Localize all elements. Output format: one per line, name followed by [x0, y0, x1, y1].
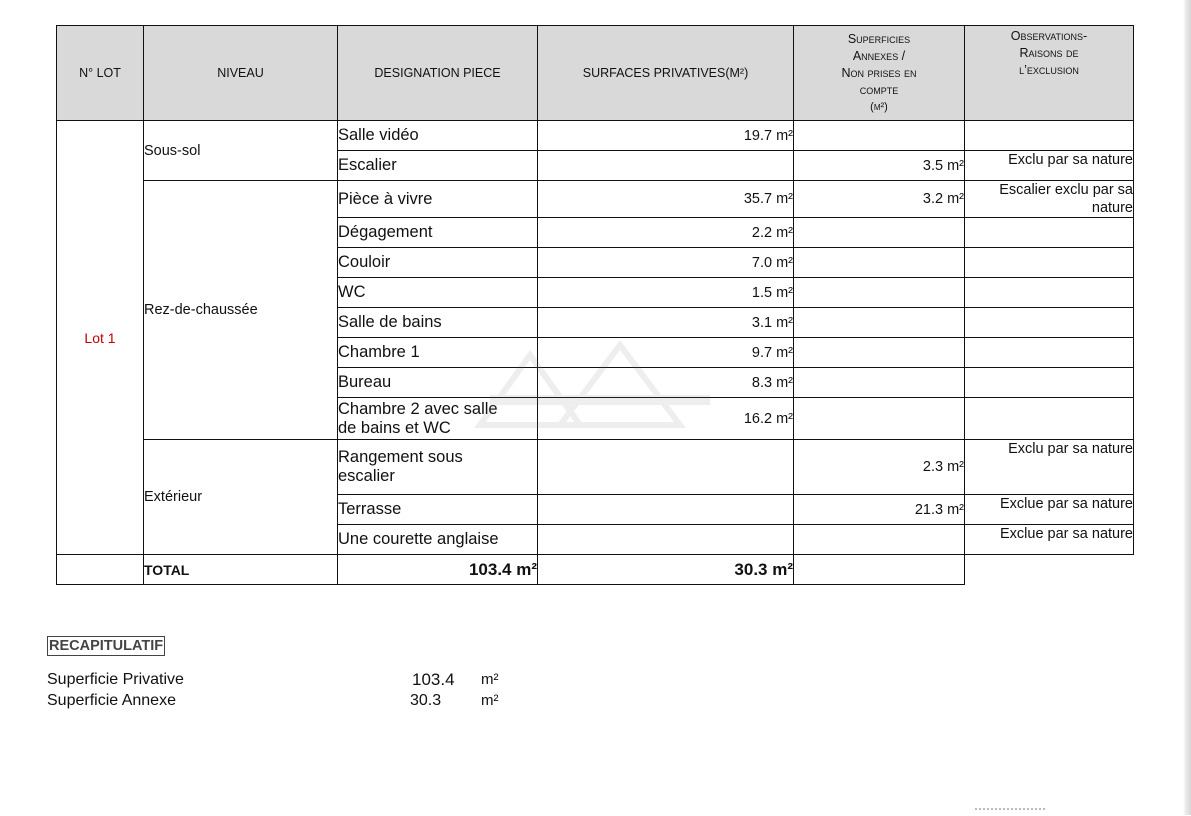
annexe-value: 2.3 m² — [794, 440, 965, 495]
piece-name: Dégagement — [338, 218, 538, 248]
total-annexe: 30.3 m² — [538, 555, 794, 585]
piece-name: Couloir — [338, 248, 538, 278]
piece-name: Une courette anglaise — [338, 525, 538, 555]
header-annexes-line4: compte — [859, 82, 899, 97]
observation: Exclu par sa nature — [965, 440, 1134, 495]
privative-value — [538, 495, 794, 525]
table-header-row — [57, 26, 1134, 121]
annexe-value — [794, 218, 965, 248]
header-designation: DESIGNATION PIECE — [338, 26, 538, 121]
annexe-value — [794, 278, 965, 308]
table-row — [57, 440, 1134, 495]
header-niveau: NIVEAU — [144, 26, 338, 121]
observation-line2: nature — [1091, 200, 1133, 216]
header-annexes — [794, 26, 965, 121]
observation: Exclu par sa nature — [965, 151, 1134, 181]
total-row — [57, 555, 1134, 585]
header-annexes-line5: (m²) — [870, 100, 888, 113]
annexe-value — [794, 248, 965, 278]
privative-value: 16.2 m² — [538, 398, 794, 440]
recap-privative-unit: m² — [481, 671, 499, 688]
piece-name: WC — [338, 278, 538, 308]
piece-name-line2: de bains et WC — [338, 418, 451, 437]
privative-value: 3.1 m² — [538, 308, 794, 338]
privative-value — [538, 525, 794, 555]
annexe-value — [794, 398, 965, 440]
table-row — [57, 121, 1134, 151]
header-obs-line2: Raisons de — [1019, 46, 1079, 60]
annexe-value: 3.5 m² — [794, 151, 965, 181]
privative-value — [538, 440, 794, 495]
header-annexes-line2: Annexes / — [852, 48, 906, 63]
piece-name-line2: escalier — [338, 467, 395, 485]
total-privative: 103.4 m² — [338, 555, 538, 585]
observation: Exclue par sa nature — [965, 495, 1134, 525]
privative-value: 9.7 m² — [538, 338, 794, 368]
header-obs-line1: Observations- — [1010, 29, 1088, 43]
piece-name: Terrasse — [338, 495, 538, 525]
recap-privative-value: 103.4 — [412, 670, 455, 689]
annexe-value: 21.3 m² — [794, 495, 965, 525]
header-observations — [965, 26, 1134, 121]
privative-value: 7.0 m² — [538, 248, 794, 278]
privative-value: 1.5 m² — [538, 278, 794, 308]
piece-name — [338, 398, 538, 440]
privative-value: 35.7 m² — [538, 181, 794, 218]
piece-name: Bureau — [338, 368, 538, 398]
observation — [965, 248, 1134, 278]
recap-title: RECAPITULATIF — [49, 638, 164, 654]
level-rdc: Rez-de-chaussée — [144, 181, 338, 440]
total-niveau-empty — [57, 555, 144, 585]
annexe-value — [794, 121, 965, 151]
observation: Exclue par sa nature — [965, 525, 1134, 555]
piece-name: Chambre 1 — [338, 338, 538, 368]
piece-name: Escalier — [338, 151, 538, 181]
recap-annexe-label: Superficie Annexe — [47, 692, 176, 709]
observation — [965, 181, 1134, 218]
privative-value: 19.7 m² — [538, 121, 794, 151]
annexe-value — [794, 525, 965, 555]
observation — [965, 308, 1134, 338]
annexe-value — [794, 338, 965, 368]
privative-value: 2.2 m² — [538, 218, 794, 248]
piece-name-line1: Rangement sous — [338, 448, 463, 466]
header-privatives: SURFACES PRIVATIVES(M²) — [538, 26, 794, 121]
recap-annexe-value: 30.3 — [410, 692, 442, 709]
total-observation-empty — [794, 555, 965, 585]
piece-name — [338, 440, 538, 495]
piece-name: Salle vidéo — [338, 121, 538, 151]
observation — [965, 338, 1134, 368]
header-lot: N° LOT — [57, 26, 144, 121]
recap-privative-label: Superficie Privative — [47, 671, 184, 688]
level-sous-sol: Sous-sol — [144, 121, 338, 181]
observation — [965, 368, 1134, 398]
recap-annexe-unit: m² — [481, 692, 499, 709]
annexe-value — [794, 308, 965, 338]
privative-value — [538, 151, 794, 181]
table-row — [57, 181, 1134, 218]
privative-value: 8.3 m² — [538, 368, 794, 398]
observation — [965, 121, 1134, 151]
header-annexes-line1: Superficies — [847, 31, 911, 46]
header-annexes-line3: Non prises en — [841, 65, 917, 80]
observation — [965, 398, 1134, 440]
lot-cell: Lot 1 — [57, 121, 144, 555]
surfaces-table — [56, 25, 1134, 585]
piece-name: Salle de bains — [338, 308, 538, 338]
observation — [965, 218, 1134, 248]
piece-name: Pièce à vivre — [338, 181, 538, 218]
total-label: TOTAL — [144, 555, 338, 585]
annexe-value: 3.2 m² — [794, 181, 965, 218]
page-edge-shadow — [1183, 0, 1191, 815]
piece-name-line1: Chambre 2 avec salle — [338, 399, 498, 418]
observation-line1: Escalier exclu par sa — [999, 182, 1133, 198]
observation — [965, 278, 1134, 308]
annexe-value — [794, 368, 965, 398]
level-exterieur: Extérieur — [144, 440, 338, 555]
header-obs-line3: l’exclusion — [1019, 63, 1079, 77]
